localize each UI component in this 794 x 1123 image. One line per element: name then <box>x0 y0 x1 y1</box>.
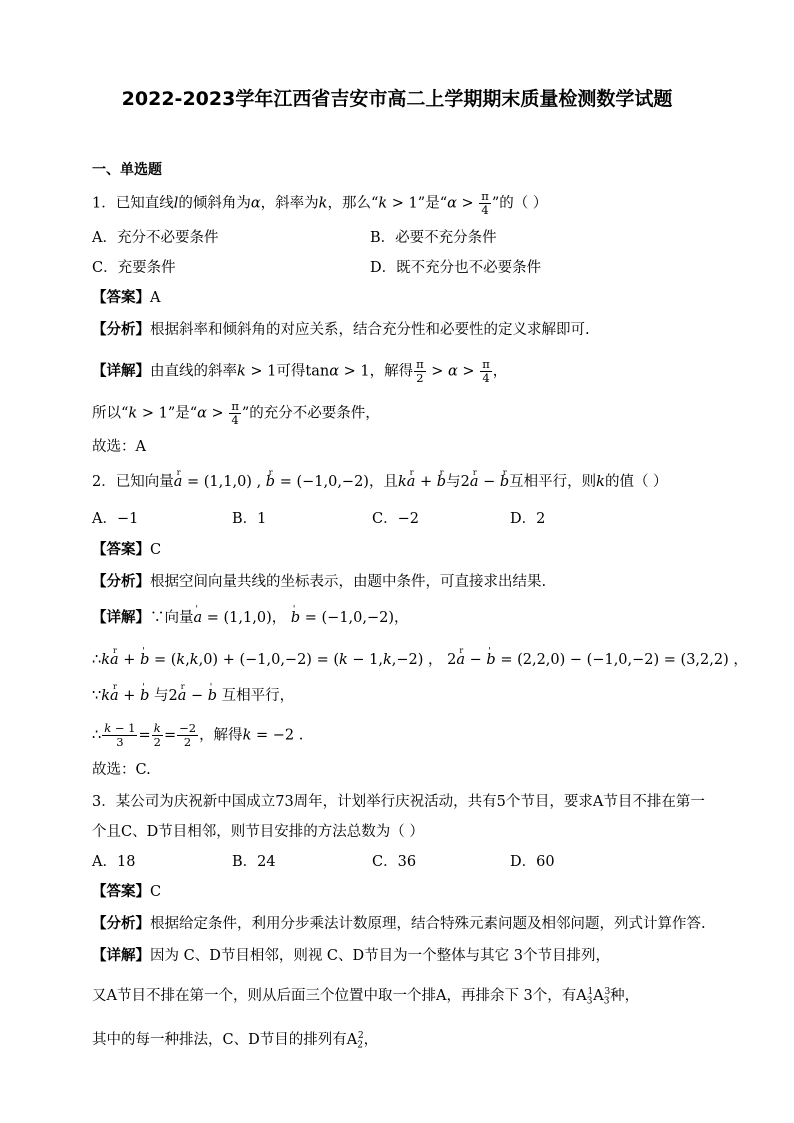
q1-conclusion: 所以“k > 1”是“α > $\frac{\pi}{4}$ ”的充分不必要条件， <box>92 399 380 427</box>
q1-analysis: 【分析】根据斜率和倾斜角的对应关系，结合充分性和必要性的定义求解即可. <box>92 322 590 338</box>
document-title: 2022-2023学年江西省吉安市高二上学期期末质量检测数学试题 <box>121 88 673 110</box>
q3-option-c: C．36 <box>372 854 417 870</box>
q2-stem: 2．已知向量r a = (1,1,0) , r b = (−1,0,−2)，且kr a + r b与2r a − r b互相平行，则k的值（ ） <box>92 472 668 492</box>
q2-choose: 故选：C. <box>92 762 151 778</box>
q1-answer: 【答案】A <box>92 290 161 306</box>
q2-option-d: D．2 <box>510 511 546 527</box>
q2-option-a: A．−1 <box>92 511 139 527</box>
q2-vector-sums: ∴kr a + ' b = (k,k,0) + (−1,0,−2) = (k − 1,k,−2) ， 2r a − ' b = (2,2,0) − (−1,0,−2) = (3,2,2) ， <box>92 650 748 670</box>
q3-detail-line3: 其中的每一种排法，C、D节目的排列有$A_2^2$， <box>92 1031 379 1051</box>
q1-detail: 【详解】由直线的斜率k > 1可得tanα > 1，解得 $\frac{\pi}{2}$ > α > $\frac{\pi}{4}$ ， <box>92 357 508 385</box>
q2-parallel: ∵kr a + ' b 与2r a − ' b 互相平行， <box>92 686 294 706</box>
q1-option-d: D．既不充分也不必要条件 <box>370 260 542 276</box>
q3-detail-line2: 又A节目不排在第一个，则从后面三个位置中取一个排A，再排余下 3个，有$A_3^1A_3^3$种， <box>92 987 640 1007</box>
q2-option-b: B．1 <box>232 511 267 527</box>
q2-option-c: C．−2 <box>372 511 419 527</box>
section-heading: 一、单选题 <box>92 162 162 178</box>
q3-stem-line2: 个且C、D节目相邻，则节目安排的方法总数为（ ） <box>92 824 424 840</box>
q1-option-b: B．必要不充分条件 <box>370 230 497 246</box>
q3-analysis: 【分析】根据给定条件，利用分步乘法计数原理，结合特殊元素问题及相邻问题，列式计算作答. <box>92 916 706 932</box>
q3-option-a: A．18 <box>92 854 136 870</box>
q2-answer: 【答案】C <box>92 542 162 558</box>
q3-detail: 【详解】因为 C、D节目相邻，则视 C、D节目为一个整体与其它 3个节目排列， <box>92 948 610 964</box>
q2-solve: ∴ $\frac{k - 1}{3}$ = $\frac{k}{2}$ = $\frac{-2}{2}$ ，解得k = −2 . <box>92 721 304 749</box>
q3-stem-line1: 3．某公司为庆祝新中国成立73周年，计划举行庆祝活动，共有5个节目，要求A节目不排在第一 <box>92 794 705 810</box>
q1-choose: 故选：A <box>92 439 146 455</box>
q2-detail: 【详解】∵向量' a = (1,1,0)， ' b = (−1,0,−2)， <box>92 608 409 628</box>
q2-analysis: 【分析】根据空间向量共线的坐标表示，由题中条件，可直接求出结果. <box>92 574 547 590</box>
q1-stem: 1．已知直线l的倾斜角为α，斜率为k，那么“k > 1”是“α > $\frac{\pi}{4}$ ”的（ ） <box>92 189 548 217</box>
q3-answer: 【答案】C <box>92 884 162 900</box>
q1-option-a: A．充分不必要条件 <box>92 230 219 246</box>
q3-option-d: D．60 <box>510 854 555 870</box>
q1-option-c: C．充要条件 <box>92 260 176 276</box>
q3-option-b: B．24 <box>232 854 276 870</box>
